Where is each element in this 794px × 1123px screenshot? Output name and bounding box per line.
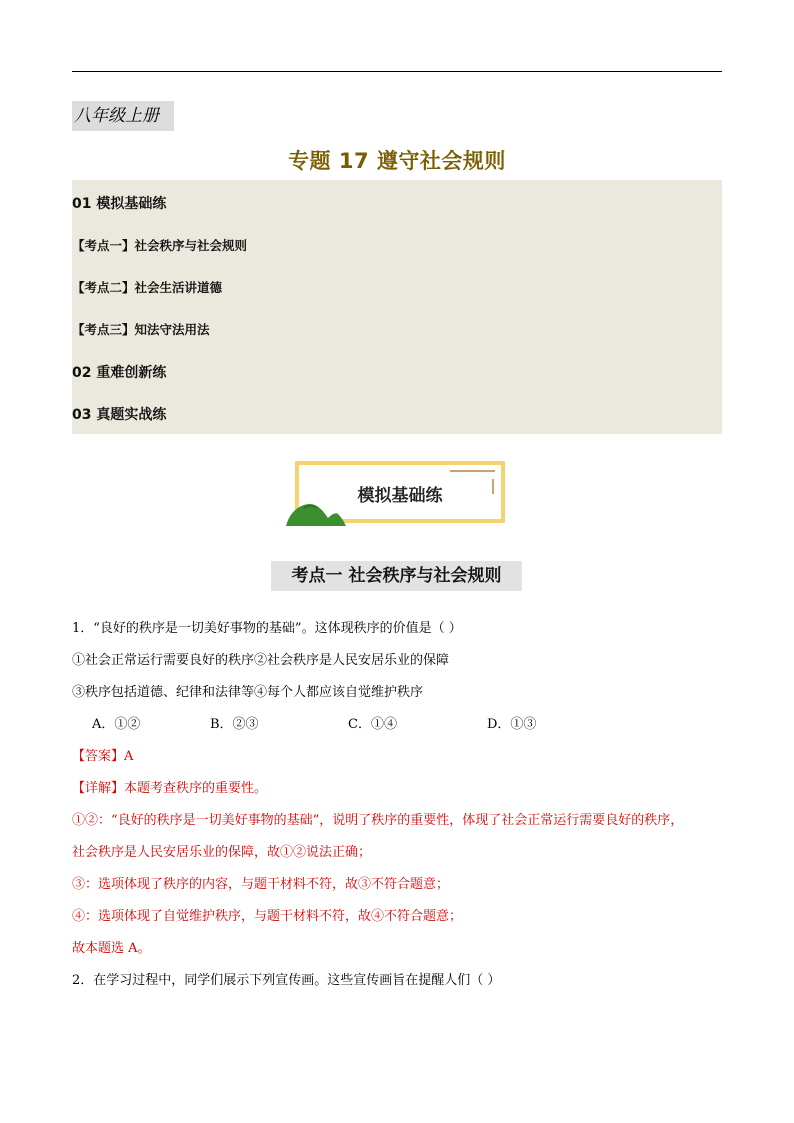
hills-icon (280, 466, 502, 528)
question-1-statements-b: ③秩序包括道德、纪律和法律等④每个人都应该自觉维护秩序 (72, 685, 424, 700)
top-rule (72, 71, 722, 72)
question-1-option-a[interactable]: A．①② (92, 717, 141, 732)
question-1-explanation-2: 社会秩序是人民安居乐业的保障，故①②说法正确； (72, 845, 372, 860)
toc-section-03[interactable]: 03 真题实战练 (72, 407, 167, 423)
question-1-explanation-3: ③：选项体现了秩序的内容，与题干材料不符，故③不符合题意； (72, 877, 450, 892)
question-1-explanation-1: ①②：“良好的秩序是一切美好事物的基础”，说明了秩序的重要性，体现了社会正常运行需要良好的秩序， (72, 813, 684, 828)
question-1-answer: 【答案】A (72, 749, 134, 764)
question-1-stem: 1．“良好的秩序是一切美好事物的基础”。这体现秩序的价值是（ ） (72, 621, 462, 636)
question-2-stem: 2．在学习过程中，同学们展示下列宣传画。这些宣传画旨在提醒人们（ ） (72, 973, 501, 988)
table-of-contents (72, 180, 722, 434)
toc-section-02[interactable]: 02 重难创新练 (72, 365, 167, 381)
question-1-option-b[interactable]: B．②③ (210, 717, 259, 732)
banner-label: 模拟基础练 (357, 486, 443, 506)
toc-topic-1[interactable]: 【考点一】社会秩序与社会规则 (72, 238, 248, 253)
question-1-option-d[interactable]: D．①③ (487, 717, 537, 732)
question-1-option-c[interactable]: C．①④ (348, 717, 397, 732)
toc-topic-2[interactable]: 【考点二】社会生活讲道德 (72, 280, 223, 295)
question-1-detail: 【详解】本题考查秩序的重要性。 (72, 781, 268, 796)
question-1-statements-a: ①社会正常运行需要良好的秩序②社会秩序是人民安居乐业的保障 (72, 653, 450, 668)
toc-topic-3[interactable]: 【考点三】知法守法用法 (72, 322, 210, 337)
section-heading: 考点一 社会秩序与社会规则 (271, 561, 522, 591)
page-title: 专题 17 遵守社会规则 (288, 149, 506, 173)
question-1-conclusion: 故本题选 A。 (72, 941, 151, 956)
grade-label: 八年级上册 (72, 101, 174, 131)
question-1-explanation-4: ④：选项体现了自觉维护秩序，与题干材料不符，故④不符合题意； (72, 909, 463, 924)
toc-section-01[interactable]: 01 模拟基础练 (72, 196, 167, 212)
